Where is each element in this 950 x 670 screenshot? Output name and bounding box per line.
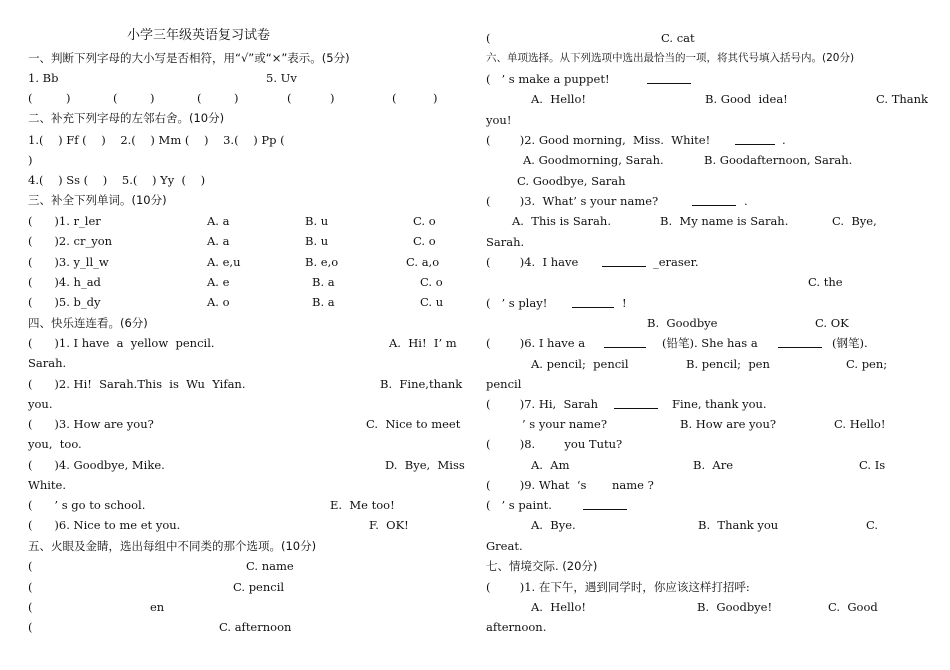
- s4-question: ( )1. I have a yellow pencil.: [28, 336, 215, 350]
- s3-option-a: A. e: [207, 275, 230, 289]
- s7-wrap: afternoon.: [486, 620, 547, 634]
- s6-option-c: C. Goodbye, Sarah: [517, 174, 626, 188]
- s6-q5-tail: !: [622, 296, 627, 310]
- s4-question: ( )2. Hi! Sarah.This is Wu Yifan.: [28, 377, 246, 391]
- s3-option-c: C. u: [420, 295, 444, 309]
- s1-paren-2-close: ): [150, 91, 155, 105]
- s1-paren-3: (: [197, 91, 202, 105]
- s4-answer: F. OK!: [369, 518, 409, 532]
- s4-answer: C. Nice to meet: [366, 417, 461, 431]
- s1-paren-5-close: ): [433, 91, 438, 105]
- page-title: 小学三年级英语复习试卷: [127, 28, 271, 43]
- s6-q9: ( )9. What ‘s name ?: [486, 478, 654, 492]
- s4-answer: B. Fine,thank: [380, 377, 463, 391]
- s3-option-b: B. u: [305, 234, 329, 248]
- s3-option-b: B. a: [312, 295, 335, 309]
- s3-option-a: A. a: [207, 234, 230, 248]
- s3-option-b: B. a: [312, 275, 335, 289]
- s3-option-b: B. e,o: [305, 255, 339, 269]
- s6-option-a: A. Bye.: [531, 518, 576, 532]
- s6-option-b: B. Goodbye: [647, 316, 718, 330]
- s7-option-b: B. Goodbye!: [697, 600, 773, 614]
- answer-blank: [692, 194, 736, 206]
- s5-option: en: [150, 600, 165, 614]
- answer-blank: [647, 72, 691, 84]
- s6-q10: ( ’ s paint.: [486, 498, 552, 512]
- s6-q6-mid: (铅笔). She has a: [662, 336, 758, 350]
- s6-q7: ( )7. Hi, Sarah: [486, 397, 599, 411]
- s6-q1: ( ’ s make a puppet!: [486, 72, 610, 86]
- s6-q6: ( )6. I have a: [486, 336, 586, 350]
- section-7-heading: 七、情境交际. (20分): [486, 559, 598, 573]
- s6-wrap: pencil: [486, 377, 522, 391]
- s1-paren-5: (: [392, 91, 397, 105]
- s6-option-b: B. pencil; pen: [686, 357, 770, 371]
- s6-q2-period: .: [782, 133, 786, 147]
- s5-option: C. name: [246, 559, 294, 573]
- s6-q3-period: .: [744, 194, 748, 208]
- s3-option-a: A. e,u: [207, 255, 241, 269]
- s7-option-a: A. Hello!: [531, 600, 587, 614]
- s5-option: C. pencil: [233, 580, 285, 594]
- s4-question: ( ’ s go to school.: [28, 498, 146, 512]
- s1-paren-1: (: [28, 91, 33, 105]
- section-5-heading: 五、火眼及金睛，选出每组中不同类的那个选项。(10分): [28, 539, 317, 553]
- s6-q4: ( )4. I have: [486, 255, 579, 269]
- s6-option-c: C. OK: [815, 316, 849, 330]
- s4-question: ( )3. How are you?: [28, 417, 154, 431]
- s3-option-a: A. o: [207, 295, 230, 309]
- s6-option-c: C. Hello!: [834, 417, 886, 431]
- s4-answer: A. Hi! I’ m: [389, 336, 457, 350]
- s4-answer: D. Bye, Miss: [385, 458, 465, 472]
- answer-blank: [602, 255, 646, 267]
- s5-option: C. afternoon: [219, 620, 292, 634]
- s6-q4-tail: _eraser.: [653, 255, 699, 269]
- s6-q7-tail: Fine, thank you.: [672, 397, 767, 411]
- s3-option-c: C. o: [413, 214, 436, 228]
- s6-option-b: B. Goodafternoon, Sarah.: [704, 153, 853, 167]
- s3-question: ( )4. h_ad: [28, 275, 101, 289]
- s6-wrap: Great.: [486, 539, 523, 553]
- section-2-heading: 二、补充下列字母的左邻右舍。(10分): [28, 111, 225, 125]
- s3-option-b: B. u: [305, 214, 329, 228]
- section-6-heading: 六、单项选择。从下列选项中选出最恰当的一项，将其代号填入括号内。(20分): [486, 52, 855, 64]
- top-paren: (: [486, 31, 491, 45]
- s6-wrap: Sarah.: [486, 235, 525, 249]
- s6-q5: ( ’ s play!: [486, 296, 548, 310]
- s4-question: ( )6. Nice to me et you.: [28, 518, 181, 532]
- s1-paren-1-close: ): [66, 91, 71, 105]
- s5-paren: (: [28, 620, 33, 634]
- s3-question: ( )3. y_ll_w: [28, 255, 109, 269]
- s4-question-wrap: White.: [28, 478, 66, 492]
- s6-option-b: B. Good idea!: [705, 92, 788, 106]
- section-1-heading: 一、判断下列字母的大小写是否相符，用“√”或“×”表示。(5分): [28, 51, 350, 65]
- s6-option-c: C. Thank: [876, 92, 929, 106]
- answer-blank: [778, 336, 822, 348]
- s6-option-a: A. pencil; pencil: [531, 357, 629, 371]
- s3-option-a: A. a: [207, 214, 230, 228]
- s6-option-a: A. Am: [531, 458, 570, 472]
- s6-q3: ( )3. What’ s your name?: [486, 194, 659, 208]
- s1-item-1: 1. Bb: [28, 71, 59, 85]
- s6-q8: ( )8. you Tutu?: [486, 437, 623, 451]
- s6-option-c: C. Is: [859, 458, 886, 472]
- s1-item-5: 5. Uv: [266, 71, 297, 85]
- s3-option-c: C. a,o: [406, 255, 440, 269]
- s4-question: ( )4. Goodbye, Mike.: [28, 458, 165, 472]
- answer-blank: [572, 296, 614, 308]
- s4-answer: E. Me too!: [330, 498, 395, 512]
- s4-question-wrap: you.: [28, 397, 53, 411]
- s6-option-b: B. My name is Sarah.: [660, 214, 789, 228]
- s5-paren: (: [28, 559, 33, 573]
- s2-row-1: 1.( ) Ff ( ) 2.( ) Mm ( ) 3.( ) Pp (: [28, 133, 285, 147]
- s1-paren-3-close: ): [234, 91, 239, 105]
- s3-question: ( )2. cr_yon: [28, 234, 113, 248]
- s1-paren-2: (: [113, 91, 118, 105]
- s3-question: ( )1. r_ler: [28, 214, 101, 228]
- top-cat-option: C. cat: [661, 31, 695, 45]
- answer-blank: [583, 498, 627, 510]
- s6-option-c: C. Bye,: [832, 214, 877, 228]
- s5-paren: (: [28, 580, 33, 594]
- s1-paren-4: (: [287, 91, 292, 105]
- answer-blank: [735, 133, 775, 145]
- s3-option-c: C. o: [420, 275, 443, 289]
- s3-option-c: C. o: [413, 234, 436, 248]
- s6-q6-tail: (钢笔).: [832, 336, 868, 350]
- s6-option-b: B. Are: [693, 458, 734, 472]
- s6-option-c: C. pen;: [846, 357, 888, 371]
- section-3-heading: 三、补全下列单词。(10分): [28, 193, 167, 207]
- s1-paren-4-close: ): [330, 91, 335, 105]
- s2-row-1-wrap: ): [28, 153, 33, 167]
- section-4-heading: 四、快乐连连看。(6分): [28, 316, 148, 330]
- s7-q1: ( )1. 在下午，遇到同学时，你应该这样打招呼:: [486, 580, 750, 594]
- s6-option-a: ’ s your name?: [522, 417, 607, 431]
- s6-option-b: B. Thank you: [698, 518, 779, 532]
- s6-q2: ( )2. Good morning, Miss. White!: [486, 133, 711, 147]
- answer-blank: [604, 336, 646, 348]
- s4-question-wrap: you, too.: [28, 437, 82, 451]
- answer-blank: [614, 397, 658, 409]
- s7-option-c: C. Good: [828, 600, 878, 614]
- s2-row-2: 4.( ) Ss ( ) 5.( ) Yy ( ): [28, 173, 206, 187]
- s4-question-wrap: Sarah.: [28, 356, 67, 370]
- s5-paren: (: [28, 600, 33, 614]
- s6-option-a: A. Hello!: [531, 92, 587, 106]
- s6-option-c: C. the: [808, 275, 843, 289]
- s3-question: ( )5. b_dy: [28, 295, 101, 309]
- s6-option-b: B. How are you?: [680, 417, 777, 431]
- s6-option-a: A. This is Sarah.: [512, 214, 611, 228]
- s6-option-a: A. Goodmorning, Sarah.: [523, 153, 664, 167]
- s6-wrap: you!: [486, 113, 512, 127]
- s6-option-c: C.: [866, 518, 879, 532]
